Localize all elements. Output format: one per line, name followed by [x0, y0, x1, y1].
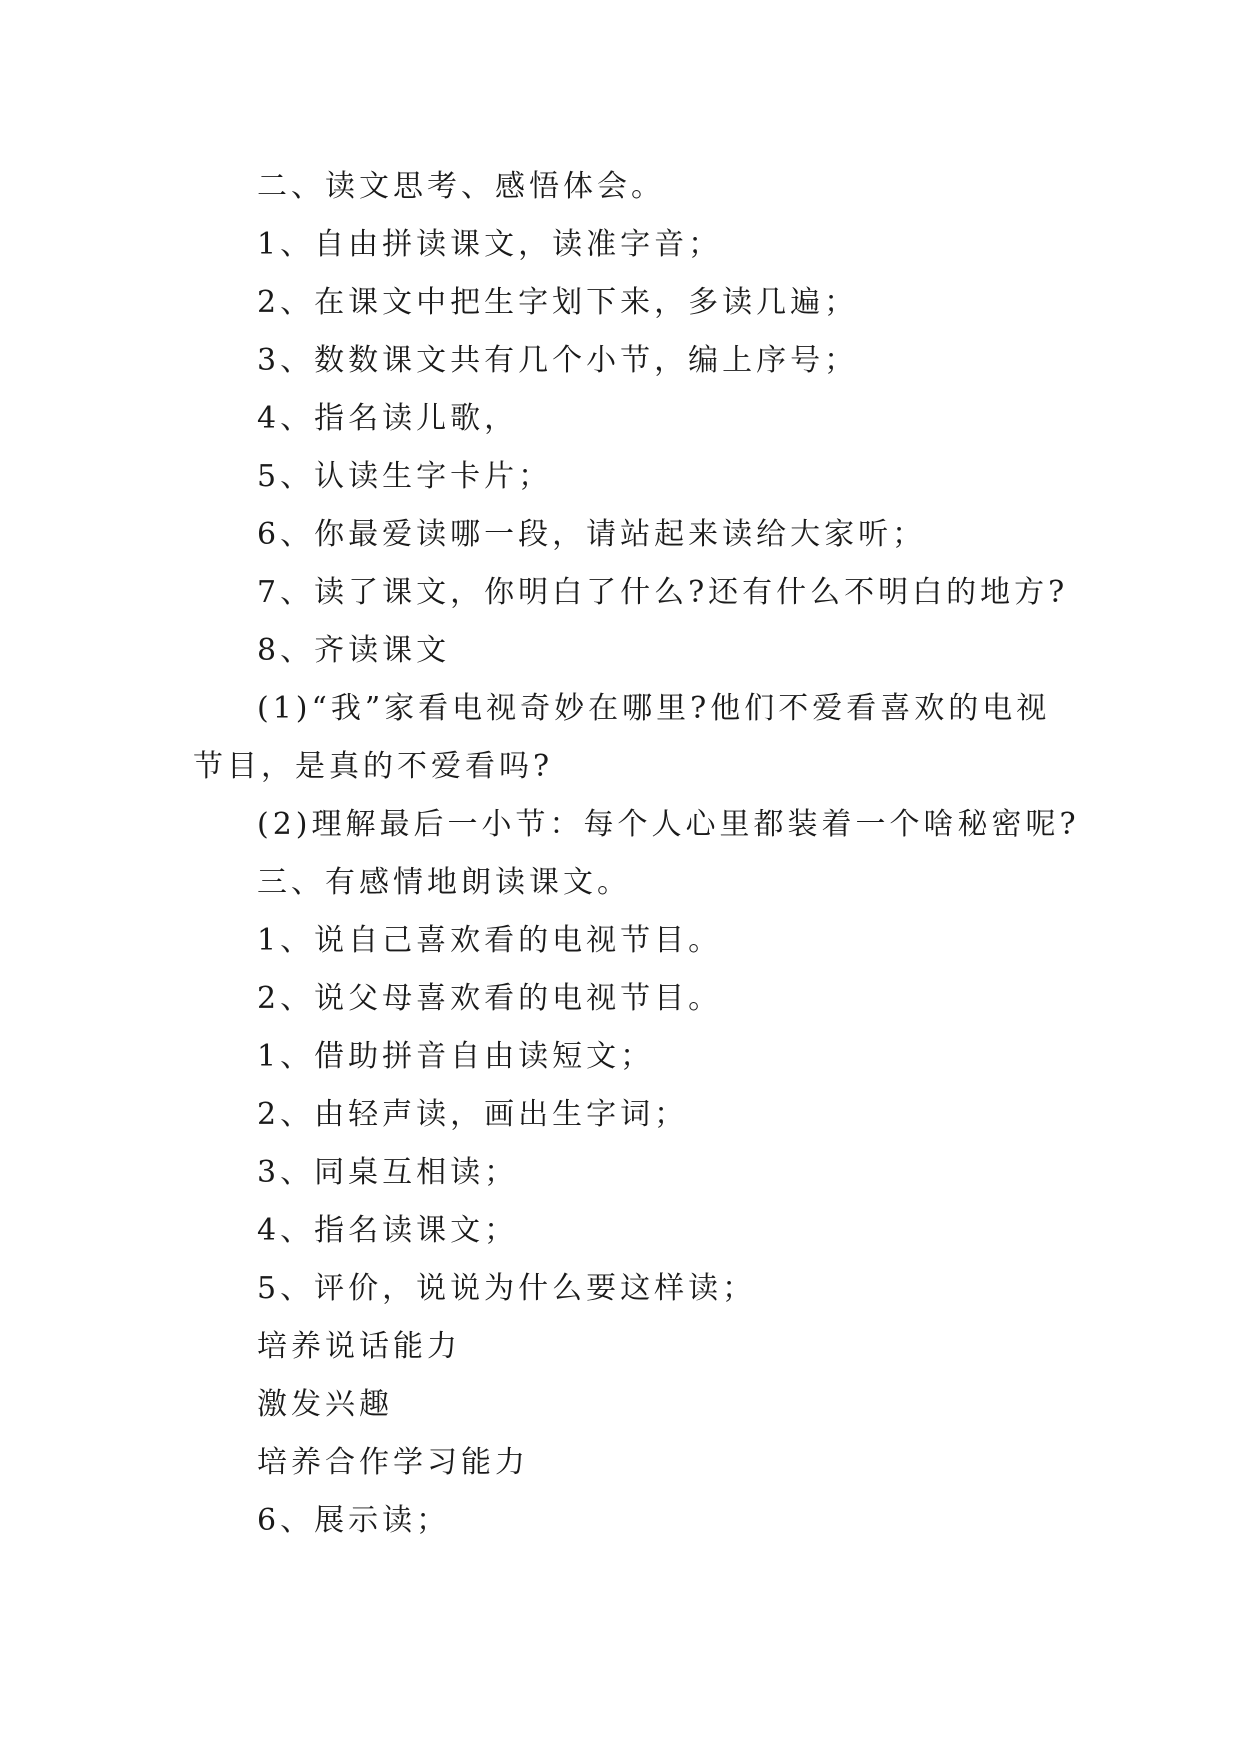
list-item: 2、由轻声读，画出生字词；: [257, 1097, 689, 1132]
list-item: 6、你最爱读哪一段，请站起来读给大家听；: [257, 517, 927, 552]
list-item: 7、读了课文，你明白了什么?还有什么不明白的地方?: [257, 575, 1069, 610]
list-item: 4、指名读儿歌，: [257, 401, 519, 436]
list-item: 4、指名读课文；: [257, 1213, 519, 1248]
list-item: 5、评价，说说为什么要这样读；: [257, 1271, 757, 1306]
list-item: 3、同桌互相读；: [257, 1155, 519, 1190]
list-item: 1、说自己喜欢看的电视节目。: [257, 923, 723, 958]
list-item: 8、齐读课文: [257, 633, 451, 668]
note-line: 培养说话能力: [257, 1329, 461, 1364]
list-item: (2)理解最后一小节：每个人心里都装着一个啥秘密呢?: [257, 807, 1080, 842]
list-item: 2、在课文中把生字划下来，多读几遍；: [257, 285, 859, 320]
list-item: 1、借助拼音自由读短文；: [257, 1039, 655, 1074]
question-paragraph: (1)“我”家看电视奇妙在哪里?他们不爱看喜欢的电视节目，是真的不爱看吗?: [193, 691, 1051, 784]
section-heading-3: 三、有感情地朗读课文。: [257, 865, 631, 900]
list-item: 3、数数课文共有几个小节，编上序号；: [257, 343, 859, 378]
note-line: 培养合作学习能力: [257, 1445, 529, 1480]
document-body: [193, 158, 1080, 1550]
note-line: 激发兴趣: [257, 1387, 393, 1422]
list-item: 1、自由拼读课文，读准字音；: [257, 227, 723, 262]
list-item: 6、展示读；: [257, 1503, 451, 1538]
list-item: 5、认读生字卡片；: [257, 459, 553, 494]
list-item: 2、说父母喜欢看的电视节目。: [257, 981, 723, 1016]
section-heading-2: 二、读文思考、感悟体会。: [257, 169, 665, 204]
